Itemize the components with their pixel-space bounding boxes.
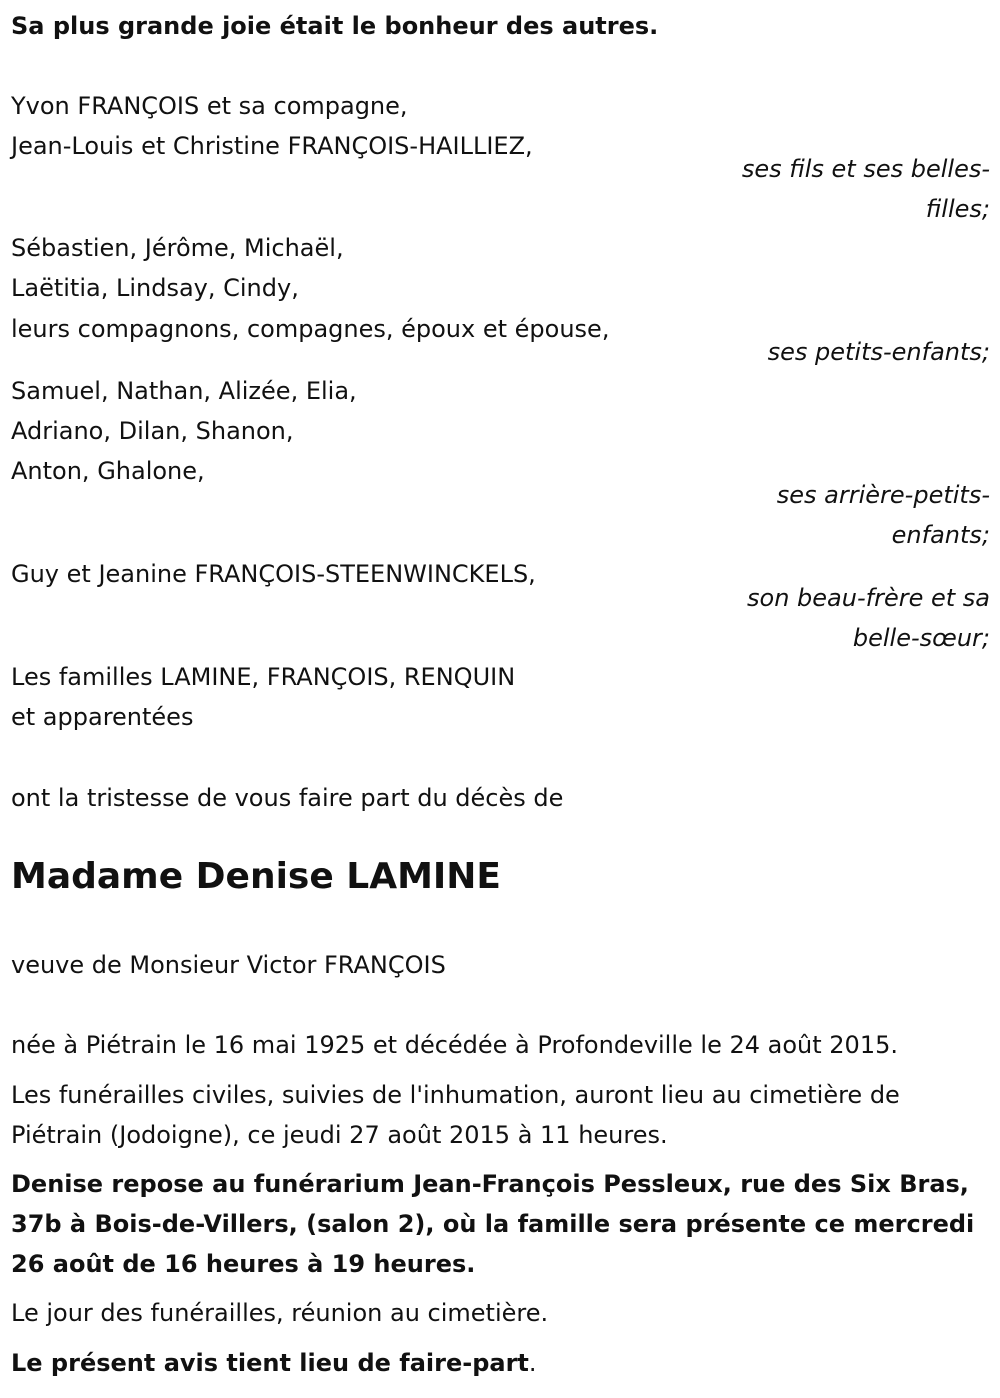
great-grandchildren-line-1: Samuel, Nathan, Alizée, Elia, xyxy=(11,377,357,405)
viewing-line-2: 37b à Bois-de-Villers, (salon 2), où la famille sera présente ce mercredi xyxy=(11,1210,975,1238)
meeting: Le jour des funérailles, réunion au cimetière. xyxy=(11,1299,549,1327)
epigraph: Sa plus grande joie était le bonheur des autres. xyxy=(11,12,659,40)
great-grandchildren-line-3: Anton, Ghalone, xyxy=(11,457,205,485)
funeral-line-1: Les funérailles civiles, suivies de l'inhumation, auront lieu au cimetière de xyxy=(11,1081,900,1109)
families-line-1: Les familles LAMINE, FRANÇOIS, RENQUIN xyxy=(11,663,516,691)
deceased-name: Madame Denise LAMINE xyxy=(11,856,502,897)
families-line-2: et apparentées xyxy=(11,703,194,731)
grandchildren-role: ses petits-enfants; xyxy=(767,338,990,366)
announcement: ont la tristesse de vous faire part du décès de xyxy=(11,784,564,812)
birth-death: née à Piétrain le 16 mai 1925 et décédée à Profondeville le 24 août 2015. xyxy=(11,1031,898,1059)
great-grandchildren-line-2: Adriano, Dilan, Shanon, xyxy=(11,417,294,445)
sons-line-2: Jean-Louis et Christine FRANÇOIS-HAILLIEZ, xyxy=(11,132,533,160)
grandchildren-line-1: Sébastien, Jérôme, Michaël, xyxy=(11,234,344,262)
widow-of: veuve de Monsieur Victor FRANÇOIS xyxy=(11,951,446,979)
funeral-line-2: Piétrain (Jodoigne), ce jeudi 27 août 2015 à 11 heures. xyxy=(11,1121,668,1149)
closing-text: Le présent avis tient lieu de faire-part xyxy=(11,1349,529,1377)
grandchildren-line-3: leurs compagnons, compagnes, époux et épouse, xyxy=(11,315,610,343)
great-grandchildren-role-line-2: enfants; xyxy=(891,521,990,549)
closing-punct: . xyxy=(528,1349,537,1377)
sons-role-line-2: filles; xyxy=(925,195,990,223)
sons-role-line-1: ses fils et ses belles- xyxy=(741,155,990,183)
grandchildren-line-2: Laëtitia, Lindsay, Cindy, xyxy=(11,274,299,302)
in-laws-role-line-2: belle-sœur; xyxy=(852,624,990,652)
in-laws-line: Guy et Jeanine FRANÇOIS-STEENWINCKELS, xyxy=(11,560,536,588)
in-laws-role-line-1: son beau-frère et sa xyxy=(747,584,990,612)
great-grandchildren-role-line-1: ses arrière-petits- xyxy=(776,481,990,509)
viewing-line-3: 26 août de 16 heures à 19 heures. xyxy=(11,1250,476,1278)
sons-line-1: Yvon FRANÇOIS et sa compagne, xyxy=(11,92,408,120)
closing xyxy=(11,1343,537,1383)
viewing-line-1: Denise repose au funérarium Jean-François Pessleux, rue des Six Bras, xyxy=(11,1170,969,1198)
